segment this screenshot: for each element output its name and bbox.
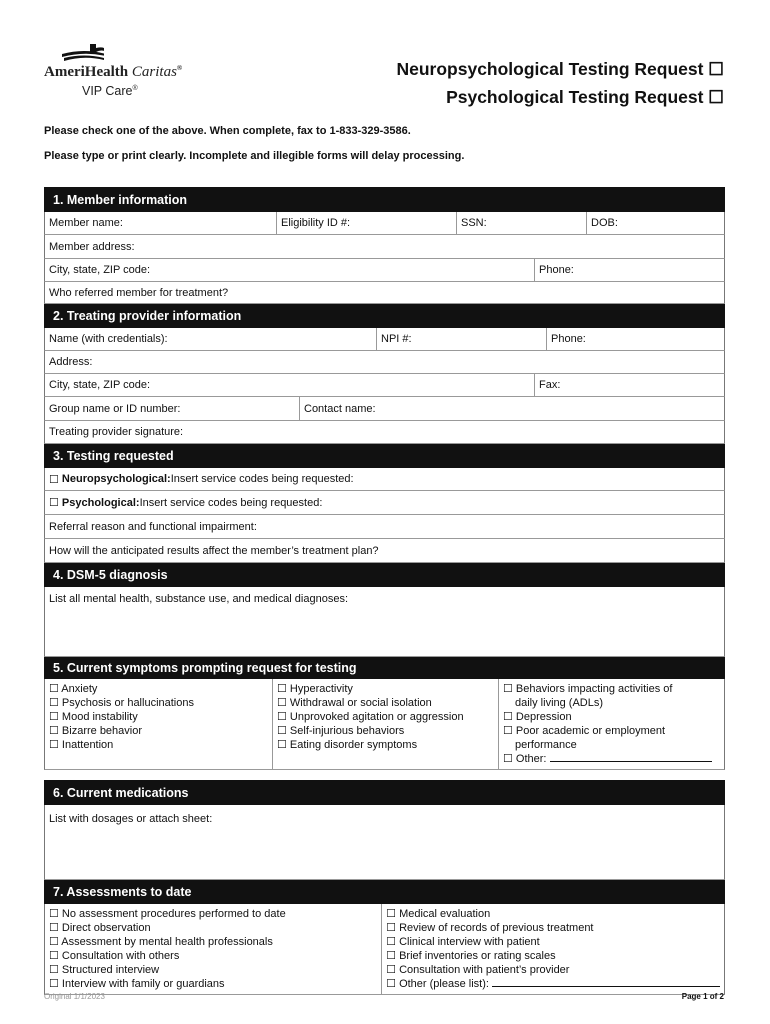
section-symptoms-header: 5. Current symptoms prompting request for testing: [44, 657, 725, 679]
assessment-other-checkbox[interactable]: ☐ Other (please list):: [386, 977, 720, 991]
company-logo: [44, 44, 194, 98]
instruction-print: Please type or print clearly. Incomplete and illegible forms will delay processing.: [44, 150, 465, 162]
section-medications-header: 6. Current medications: [44, 780, 725, 805]
diagnoses-field[interactable]: List all mental health, substance use, and medical diagnoses:: [49, 593, 349, 605]
psych-checkbox[interactable]: ☐: [49, 497, 62, 509]
symptom-agitation-checkbox[interactable]: ☐ Unprovoked agitation or aggression: [277, 711, 464, 723]
assessment-clinical-interview-checkbox[interactable]: ☐ Clinical interview with patient: [386, 936, 540, 948]
assessment-records-checkbox[interactable]: ☐ Review of records of previous treatment: [386, 922, 594, 934]
member-city-field[interactable]: City, state, ZIP code:: [45, 259, 535, 281]
symptom-mood-checkbox[interactable]: ☐ Mood instability: [49, 711, 138, 723]
dob-field[interactable]: DOB:: [591, 217, 618, 229]
neuro-checkbox[interactable]: ☐: [49, 473, 62, 486]
assessment-inventories-checkbox[interactable]: ☐ Brief inventories or rating scales: [386, 950, 556, 962]
provider-address-field[interactable]: Address:: [49, 356, 93, 368]
assessment-none-checkbox[interactable]: ☐ No assessment procedures performed to date: [49, 908, 286, 920]
footer-version: Original 1/1/2023: [44, 992, 105, 1001]
symptom-other-checkbox[interactable]: ☐ Other:: [503, 752, 720, 766]
provider-fax-field[interactable]: Fax:: [539, 379, 561, 391]
section-testing-header: 3. Testing requested: [44, 444, 725, 468]
form-titles: [396, 55, 724, 111]
symptom-psychosis-checkbox[interactable]: ☐ Psychosis or hallucinations: [49, 697, 194, 709]
symptom-hyperactivity-checkbox[interactable]: ☐ Hyperactivity: [277, 683, 353, 695]
provider-phone-field[interactable]: Phone:: [551, 333, 586, 345]
symptom-bizarre-checkbox[interactable]: ☐ Bizarre behavior: [49, 725, 143, 737]
psych-title[interactable]: Psychological Testing Request ☐: [446, 87, 724, 107]
psych-service-codes-field[interactable]: ☐ Psychological: Insert service codes being requested:: [49, 496, 323, 509]
assessment-medical-checkbox[interactable]: ☐ Medical evaluation: [386, 908, 491, 920]
referral-reason-field[interactable]: Referral reason and functional impairment:: [49, 520, 257, 533]
group-id-field[interactable]: Group name or ID number:: [45, 397, 300, 420]
request-form: [44, 187, 725, 995]
provider-city-field[interactable]: City, state, ZIP code:: [45, 374, 535, 396]
symptom-adl-continued: daily living (ADLs): [515, 697, 604, 709]
provider-name-field[interactable]: Name (with credentials):: [45, 328, 377, 350]
eligibility-id-field[interactable]: Eligibility ID #:: [277, 212, 457, 234]
assessment-mh-professionals-checkbox[interactable]: ☐ Assessment by mental health professionals: [49, 936, 273, 948]
section-assessments-header: 7. Assessments to date: [44, 880, 725, 904]
assessments-column-1: [45, 904, 382, 994]
npi-field[interactable]: NPI #:: [377, 328, 547, 350]
logo-subtitle: VIP Care®: [82, 84, 138, 98]
section-dsm5-header: 4. DSM-5 diagnosis: [44, 563, 725, 587]
member-phone-field[interactable]: Phone:: [539, 264, 574, 276]
referred-by-field[interactable]: Who referred member for treatment?: [49, 286, 229, 299]
symptom-eating-disorder-checkbox[interactable]: ☐ Eating disorder symptoms: [277, 739, 418, 751]
instruction-fax: Please check one of the above. When complete, fax to 1-833-329-3586.: [44, 125, 411, 137]
section-member-info-header: 1. Member information: [44, 187, 725, 212]
assessment-other-line[interactable]: [492, 977, 720, 987]
ssn-field[interactable]: SSN:: [457, 212, 587, 234]
assessments-column-2: [382, 904, 724, 994]
contact-name-field[interactable]: Contact name:: [304, 402, 376, 415]
assessment-observation-checkbox[interactable]: ☐ Direct observation: [49, 922, 151, 934]
symptom-anxiety-checkbox[interactable]: ☐ Anxiety: [49, 683, 98, 695]
footer-page-number: Page 1 of 2: [681, 992, 724, 1001]
member-address-field[interactable]: Member address:: [49, 240, 135, 253]
provider-signature-field[interactable]: Treating provider signature:: [49, 426, 184, 438]
assessment-structured-interview-checkbox[interactable]: ☐ Structured interview: [49, 964, 160, 976]
neuro-service-codes-field[interactable]: ☐ Neuropsychological: Insert service codes being requested:: [49, 473, 354, 486]
symptom-adl-checkbox[interactable]: ☐ Behaviors impacting activities of: [503, 683, 673, 695]
symptoms-column-3: [499, 679, 724, 769]
logo-brand: AmeriHealth Caritas®: [44, 64, 183, 80]
symptom-other-line[interactable]: [550, 752, 712, 762]
symptom-inattention-checkbox[interactable]: ☐ Inattention: [49, 739, 114, 751]
symptoms-column-1: [45, 679, 273, 769]
assessment-family-interview-checkbox[interactable]: ☐ Interview with family or guardians: [49, 978, 225, 990]
symptom-self-injury-checkbox[interactable]: ☐ Self-injurious behaviors: [277, 725, 405, 737]
assessment-consultation-checkbox[interactable]: ☐ Consultation with others: [49, 950, 180, 962]
member-name-field[interactable]: Member name:: [45, 212, 277, 234]
section-provider-info-header: 2. Treating provider information: [44, 304, 725, 328]
symptoms-column-2: [273, 679, 499, 769]
neuro-title[interactable]: Neuropsychological Testing Request ☐: [396, 59, 724, 79]
symptom-academic-continued: performance: [515, 739, 577, 751]
symptom-academic-checkbox[interactable]: ☐ Poor academic or employment: [503, 725, 666, 737]
symptom-depression-checkbox[interactable]: ☐ Depression: [503, 711, 572, 723]
assessment-provider-consult-checkbox[interactable]: ☐ Consultation with patient’s provider: [386, 964, 570, 976]
flag-icon: [44, 44, 104, 64]
medications-field[interactable]: List with dosages or attach sheet:: [49, 813, 213, 825]
treatment-plan-impact-field[interactable]: How will the anticipated results affect the member’s treatment plan?: [49, 544, 379, 557]
symptom-withdrawal-checkbox[interactable]: ☐ Withdrawal or social isolation: [277, 697, 432, 709]
